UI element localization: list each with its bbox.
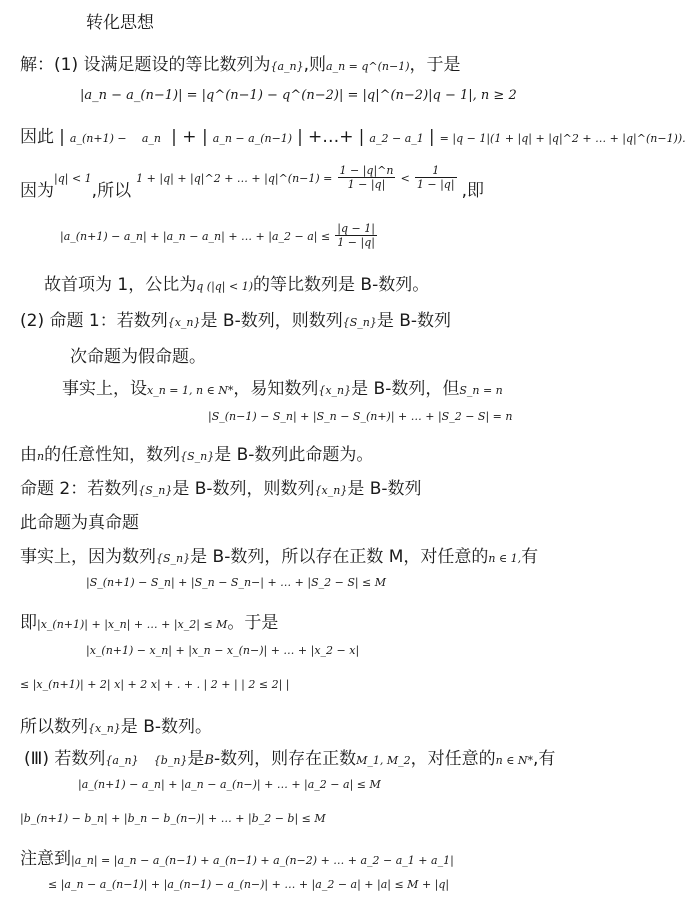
part3-line1 — [24, 744, 555, 769]
part2-line1-a: (2) 命题 1：若数列 — [20, 311, 168, 331]
part3-line1-bseq: B — [204, 753, 214, 768]
part2-line1 — [20, 306, 451, 331]
part1-line6 — [44, 270, 429, 295]
part1-line6-q: q (|q| < 1) — [196, 280, 254, 293]
part2-line3-c: 是 B-数列，但 — [351, 379, 460, 399]
part2-line6-b: 是 B-数列，则数列 — [172, 479, 315, 499]
part2-line3-a: 事实上，设 — [62, 379, 147, 399]
part3-line4-formula: |a_n| = |a_n − a_(n−1) + a_(n−1) + a_(n−2) + … + a_2 − a_1 + a_1| — [71, 854, 454, 867]
part1-line4: 因为|q| < 1,所以 1 + |q| + |q|^2 + … + |q|^(n−1) = $\frac{1 - |q|\^{}n}{1 - |q|}$ < $\frac{1}{1 - |q|}$ ,即 — [20, 164, 485, 201]
part1-line3-term5: a_2 − a_1 — [369, 132, 424, 145]
part3-line4-a: 注意到 — [20, 849, 71, 869]
part1-line4-end: ,即 — [461, 181, 485, 201]
part1-line3-term3: a_n − a_(n−1) — [212, 132, 293, 145]
part1-line6-a: 故首项为 1，公比为 — [44, 275, 197, 295]
part1-line3-label: 因此 — [20, 127, 54, 147]
part3-line5-formula: ≤ |a_n − a_(n−1)| + |a_(n−1) − a_(n−)| + … + |a_2 − a| + |a| ≤ M + |q| — [48, 878, 450, 891]
part3-line1-seq2: {b_n} — [153, 754, 188, 767]
part1-line1-formula: a_n = q^(n−1) — [326, 60, 410, 73]
part2-line5-b: 的任意性知，数列 — [44, 445, 181, 465]
part2-line13-seq: {x_n} — [88, 722, 121, 735]
part2-line6-seq2: {x_n} — [314, 484, 348, 497]
part2-line5-c: 是 B-数列此命题为。 — [214, 445, 374, 465]
part1-line1-mid: ,则 — [303, 55, 327, 75]
part3-line1-m: M_1, M_2 — [356, 754, 411, 767]
part1-line3-term4: +…+ — [308, 127, 354, 147]
page-title: 转化思想 — [86, 13, 154, 33]
part1-line1-label: 解：(1) 设满足题设的等比数列为 — [20, 55, 271, 75]
part3-line3-formula: |b_(n+1) − b_n| + |b_n − b_(n−)| + … + |b_2 − b| ≤ M — [20, 812, 326, 825]
part2-line4-formula: |S_(n−1) − S_n| + |S_n − S_(n+)| + … + |S_2 − S| = n — [208, 410, 513, 423]
part2-line6 — [20, 474, 422, 499]
part2-line13-b: 是 B-数列。 — [120, 717, 212, 737]
part2-line8-c: 有 — [521, 547, 539, 567]
part2-line12-formula: ≤ |x_(n+1)| + 2| x| + 2 x| + . + . | 2 + | | 2 ≤ 2| | — [20, 678, 290, 691]
part2-line7: 此命题为真命题 — [20, 513, 139, 533]
part1-line3-rhs: = |q − 1|(1 + |q| + |q|^2 + … + |q|^(n−1)). — [439, 132, 686, 145]
part1-line3: 因此 | a_(n+1) − a_n | + | a_n − a_(n−1) | +…+ | a_2 − a_1 | = |q − 1|(1 + |q| + |q|^2 + … + |q|^(n−1)). — [20, 127, 686, 147]
part1-line3-term2: a_n — [141, 132, 161, 145]
part2-line6-seq1: {S_n} — [138, 484, 173, 497]
part3-line1-a: (Ⅲ) 若数列 — [24, 749, 106, 769]
part1-line4-frac1: $\frac{1 - |q|\^{}n}{1 - |q|}$ — [339, 164, 394, 191]
part2-line1-b: 是 B-数列，则数列 — [200, 311, 343, 331]
part1-line4-cond: |q| < 1 — [54, 172, 92, 185]
part2-line8-seq: {S_n} — [156, 552, 191, 565]
part2-line3 — [62, 374, 503, 399]
part3-line1-b: 是 — [187, 749, 205, 769]
part2-line10 — [20, 608, 278, 633]
part2-line1-seq1: {x_n} — [167, 316, 201, 329]
part2-line1-seq2: {S_n} — [342, 316, 377, 329]
part1-line4-label-a: 因为 — [20, 181, 54, 201]
part2-line10-a: 即 — [20, 613, 37, 633]
part2-line5 — [20, 440, 373, 465]
part3-line1-e: ,有 — [533, 749, 556, 769]
part2-line6-c: 是 B-数列 — [347, 479, 422, 499]
part1-line1-end: ，于是 — [409, 55, 461, 75]
part2-line10-formula: |x_(n+1)| + |x_n| + … + |x_2| ≤ M — [37, 618, 228, 631]
part1-line4-frac2: $\frac{1}{1 - |q|}$ — [416, 164, 455, 191]
part2-line5-a: 由 — [20, 445, 37, 465]
part2-line8-a: 事实上，因为数列 — [20, 547, 156, 567]
part2-line9-formula: |S_(n+1) − S_n| + |S_n − S_n−| + … + |S_2 − S| ≤ M — [86, 576, 387, 589]
part2-line5-seq: {S_n} — [180, 450, 215, 463]
part1-line5-frac: $\frac{|q - 1|}{1 - |q|}$ — [337, 222, 375, 249]
part1-line3-term1: a_(n+1) − — [69, 132, 127, 145]
part3-line1-c: -数列，则存在正数 — [213, 749, 357, 769]
part2-line3-sn: S_n = n — [459, 384, 503, 397]
part1-line4-formula-lhs: 1 + |q| + |q|^2 + … + |q|^(n−1) = — [136, 172, 333, 185]
part2-line10-b: 。于是 — [227, 613, 279, 633]
part2-line8-b: 是 B-数列，所以存在正数 M，对任意的 — [190, 547, 489, 567]
part1-line1 — [20, 50, 461, 75]
part2-line11-formula: |x_(n+1) − x_n| + |x_n − x_(n−)| + … + |x_2 − x| — [86, 644, 360, 657]
part3-line2-formula: |a_(n+1) − a_n| + |a_n − a_(n−)| + … + |a_2 − a| ≤ M — [78, 778, 381, 791]
part2-line2: 次命题为假命题。 — [70, 347, 206, 367]
part1-line2-formula: |a_n − a_(n−1)| = |q^(n−1) − q^(n−2)| = |q|^(n−2)|q − 1|, n ≥ 2 — [80, 88, 517, 103]
part3-line1-n: n ∈ N* — [495, 754, 534, 767]
part2-line13-a: 所以数列 — [20, 717, 88, 737]
part3-line1-seq1: {a_n} — [105, 754, 139, 767]
part1-line4-label-b: ,所以 — [91, 181, 132, 201]
part1-line5 — [60, 222, 377, 249]
part2-line13 — [20, 712, 212, 737]
part2-line5-n: n — [37, 450, 45, 463]
part2-line3-seq: {x_n} — [318, 384, 352, 397]
part2-line6-a: 命题 2：若数列 — [20, 479, 139, 499]
part1-line5-lhs: |a_(n+1) − a_n| + |a_n − a_n| + … + |a_2 − a| ≤ — [60, 230, 331, 243]
part2-line8 — [20, 542, 538, 567]
part3-line1-d: ，对任意的 — [410, 749, 496, 769]
part2-line3-b: ，易知数列 — [233, 379, 319, 399]
part2-line3-def: x_n = 1, n ∈ N* — [147, 384, 234, 397]
part3-line4 — [20, 844, 454, 869]
part2-line1-c: 是 B-数列 — [376, 311, 452, 331]
part1-line1-seq: {a_n} — [270, 60, 304, 73]
part2-line8-n: n ∈ 1, — [488, 552, 522, 565]
part1-line6-b: 的等比数列是 B-数列。 — [253, 275, 430, 295]
